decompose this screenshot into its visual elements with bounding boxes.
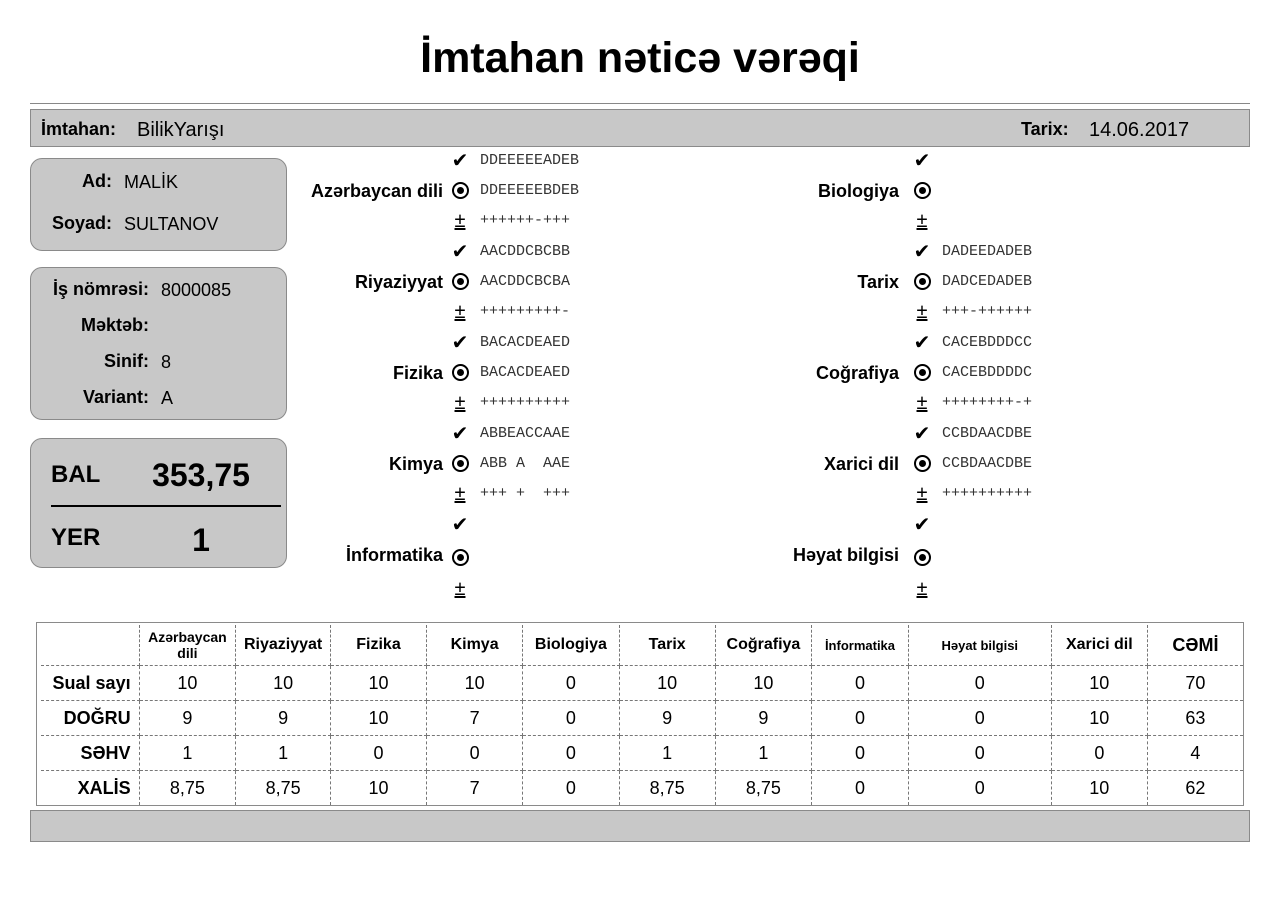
plus-minus-icon: ± xyxy=(916,392,928,414)
subject-answer-fizika: BACACDEAED xyxy=(480,364,571,381)
date-label: Tarix: xyxy=(1021,119,1069,139)
radio-icon xyxy=(911,547,933,569)
footer-bar xyxy=(30,810,1250,842)
surname-value: SULTANOV xyxy=(124,214,219,234)
table-cell: 10 xyxy=(427,666,523,701)
subject-name-informatika: İnformatika xyxy=(345,545,443,565)
plus-minus-icon: ± xyxy=(454,210,466,232)
subject-answer-xarici-dil: CCBDAACDBE xyxy=(942,455,1033,472)
subject-answer-azerbaycan-dili: DDEEEEEBDEB xyxy=(480,182,580,199)
exam-label: İmtahan: xyxy=(41,119,117,139)
table-cell: 63 xyxy=(1147,701,1243,736)
grade-value: 8 xyxy=(161,352,172,372)
table-cell: 0 xyxy=(812,701,909,736)
name-value: MALİK xyxy=(124,172,179,192)
exam-value: BilikYarışı xyxy=(137,119,225,141)
date-value: 14.06.2017 xyxy=(1089,119,1190,141)
subject-marks-azerbaycan-dili: ++++++-+++ xyxy=(480,212,571,229)
table-cell: 10 xyxy=(1051,666,1147,701)
subject-name-azerbaycan-dili: Azərbaycan dili xyxy=(310,181,443,201)
subject-name-biologiya: Biologiya xyxy=(817,181,899,201)
table-header-cell: Biologiya xyxy=(523,625,620,666)
work-number-label: İş nömrəsi: xyxy=(52,279,149,299)
radio-dot-icon xyxy=(452,273,469,290)
subject-answer-riyaziyyat: AACDDCBCBA xyxy=(480,273,571,290)
radio-dot-icon xyxy=(452,364,469,381)
table-cell: 0 xyxy=(812,736,909,771)
table-cell: 8,75 xyxy=(236,771,331,806)
check-icon: ✔ xyxy=(451,423,469,445)
results-table xyxy=(41,625,1243,805)
radio-icon xyxy=(911,271,933,293)
radio-dot-icon xyxy=(914,364,931,381)
subject-name-tarix: Tarix xyxy=(857,272,899,292)
table-cell: 0 xyxy=(1051,736,1147,771)
bal-label: BAL xyxy=(51,461,101,488)
table-cell: 70 xyxy=(1147,666,1243,701)
radio-dot-icon xyxy=(914,273,931,290)
radio-icon xyxy=(911,180,933,202)
table-cell: 0 xyxy=(523,736,620,771)
subject-key-cografiya: CACEBDDDCC xyxy=(942,334,1033,351)
subject-name-heyat-bilgisi: Həyat bilgisi xyxy=(792,545,899,565)
subject-name-kimya: Kimya xyxy=(388,454,443,474)
table-cell: 10 xyxy=(330,771,426,806)
results-table-frame xyxy=(36,622,1244,806)
plus-minus-icon: ± xyxy=(454,483,466,505)
check-icon: ✔ xyxy=(913,150,931,172)
subject-key-tarix: DADEEDADEB xyxy=(942,243,1033,260)
table-cell: 10 xyxy=(619,666,715,701)
subject-key-xarici-dil: CCBDAACDBE xyxy=(942,425,1033,442)
yer-label: YER xyxy=(51,524,101,551)
check-icon: ✔ xyxy=(451,514,469,536)
name-label: Ad: xyxy=(82,171,112,191)
subject-answer-kimya: ABB A AAE xyxy=(480,455,571,472)
table-cell: 62 xyxy=(1147,771,1243,806)
table-cell: 8,75 xyxy=(619,771,715,806)
table-cell: 1 xyxy=(236,736,331,771)
table-corner-cell xyxy=(41,625,139,666)
check-icon: ✔ xyxy=(451,150,469,172)
radio-icon xyxy=(449,547,471,569)
table-cell: 10 xyxy=(1051,771,1147,806)
radio-icon xyxy=(449,453,471,475)
table-row-label: SƏHV xyxy=(41,736,139,771)
table-row xyxy=(41,701,1243,736)
table-header-cell: Azərbaycan dili xyxy=(139,625,236,666)
check-icon: ✔ xyxy=(913,241,931,263)
radio-dot-icon xyxy=(452,182,469,199)
check-icon: ✔ xyxy=(451,332,469,354)
radio-dot-icon xyxy=(452,455,469,472)
exam-bar xyxy=(30,109,1250,147)
subject-name-riyaziyyat: Riyaziyyat xyxy=(354,272,443,292)
subject-marks-riyaziyyat: +++++++++- xyxy=(480,303,571,320)
table-cell: 9 xyxy=(715,701,812,736)
table-header-cell: Xarici dil xyxy=(1051,625,1147,666)
radio-dot-icon xyxy=(452,549,469,566)
check-icon: ✔ xyxy=(451,241,469,263)
table-cell: 9 xyxy=(619,701,715,736)
table-cell: 0 xyxy=(908,701,1051,736)
radio-icon xyxy=(911,362,933,384)
table-cell: 0 xyxy=(523,701,620,736)
radio-dot-icon xyxy=(914,455,931,472)
grade-label: Sinif: xyxy=(104,351,149,371)
variant-label: Variant: xyxy=(82,387,149,407)
table-header-cell: Kimya xyxy=(427,625,523,666)
subject-marks-fizika: ++++++++++ xyxy=(480,394,571,411)
table-cell: 4 xyxy=(1147,736,1243,771)
table-header-cell: Riyaziyyat xyxy=(236,625,331,666)
student-card xyxy=(30,158,287,251)
table-cell: 0 xyxy=(523,771,620,806)
table-cell: 10 xyxy=(236,666,331,701)
table-cell: 0 xyxy=(427,736,523,771)
table-header-cell: İnformatika xyxy=(812,625,909,666)
plus-minus-icon: ± xyxy=(454,392,466,414)
table-cell: 0 xyxy=(812,666,909,701)
subject-marks-tarix: +++-++++++ xyxy=(942,303,1033,320)
radio-dot-icon xyxy=(914,182,931,199)
table-cell: 0 xyxy=(330,736,426,771)
subject-key-riyaziyyat: AACDDCBCBB xyxy=(480,243,571,260)
title-divider xyxy=(30,103,1250,104)
table-row-label: XALİS xyxy=(41,771,139,806)
table-header-row xyxy=(41,625,1243,666)
table-cell: 0 xyxy=(908,666,1051,701)
check-icon: ✔ xyxy=(913,514,931,536)
subject-name-fizika: Fizika xyxy=(392,363,443,383)
table-cell: 0 xyxy=(812,771,909,806)
radio-icon xyxy=(449,362,471,384)
plus-minus-icon: ± xyxy=(454,578,466,600)
page-title: İmtahan nəticə vərəqi xyxy=(420,34,860,82)
table-header-cell: Həyat bilgisi xyxy=(908,625,1051,666)
table-row xyxy=(41,736,1243,771)
table-cell: 10 xyxy=(139,666,236,701)
table-row-label: DOĞRU xyxy=(41,701,139,736)
table-cell: 10 xyxy=(1051,701,1147,736)
table-header-cell: CƏMİ xyxy=(1147,625,1243,666)
check-icon: ✔ xyxy=(913,423,931,445)
score-divider xyxy=(51,505,281,507)
subject-key-fizika: BACACDEAED xyxy=(480,334,571,351)
check-icon: ✔ xyxy=(913,332,931,354)
subject-answer-tarix: DADCEDADEB xyxy=(942,273,1033,290)
table-cell: 10 xyxy=(330,666,426,701)
table-cell: 1 xyxy=(619,736,715,771)
table-cell: 9 xyxy=(139,701,236,736)
subject-answer-cografiya: CACEBDDDDC xyxy=(942,364,1033,381)
table-header-cell: Coğrafiya xyxy=(715,625,812,666)
table-header-cell: Tarix xyxy=(619,625,715,666)
subject-marks-kimya: +++ + +++ xyxy=(480,485,571,502)
table-row xyxy=(41,771,1243,806)
plus-minus-icon: ± xyxy=(916,483,928,505)
plus-minus-icon: ± xyxy=(916,301,928,323)
subject-key-azerbaycan-dili: DDEEEEEADEB xyxy=(480,152,580,169)
plus-minus-icon: ± xyxy=(916,578,928,600)
plus-minus-icon: ± xyxy=(454,301,466,323)
table-cell: 7 xyxy=(427,771,523,806)
subject-marks-cografiya: ++++++++-+ xyxy=(942,394,1033,411)
radio-icon xyxy=(911,453,933,475)
school-label: Məktəb: xyxy=(80,315,149,335)
radio-icon xyxy=(449,271,471,293)
table-cell: 1 xyxy=(715,736,812,771)
bal-value: 353,75 xyxy=(152,457,250,493)
table-cell: 9 xyxy=(236,701,331,736)
variant-value: A xyxy=(161,388,174,408)
subject-marks-xarici-dil: ++++++++++ xyxy=(942,485,1033,502)
subject-key-kimya: ABBEACCAAE xyxy=(480,425,571,442)
radio-icon xyxy=(449,180,471,202)
table-cell: 10 xyxy=(330,701,426,736)
plus-minus-icon: ± xyxy=(916,210,928,232)
table-cell: 10 xyxy=(715,666,812,701)
table-cell: 8,75 xyxy=(139,771,236,806)
table-row xyxy=(41,666,1243,701)
subject-name-cografiya: Coğrafiya xyxy=(815,363,899,383)
table-row-label: Sual sayı xyxy=(41,666,139,701)
yer-value: 1 xyxy=(192,522,210,558)
subject-name-xarici-dil: Xarici dil xyxy=(823,454,899,474)
table-cell: 1 xyxy=(139,736,236,771)
work-number-value: 8000085 xyxy=(161,280,232,300)
table-cell: 7 xyxy=(427,701,523,736)
table-cell: 0 xyxy=(908,736,1051,771)
radio-dot-icon xyxy=(914,549,931,566)
table-cell: 8,75 xyxy=(715,771,812,806)
table-cell: 0 xyxy=(908,771,1051,806)
table-cell: 0 xyxy=(523,666,620,701)
table-header-cell: Fizika xyxy=(330,625,426,666)
surname-label: Soyad: xyxy=(51,213,112,233)
